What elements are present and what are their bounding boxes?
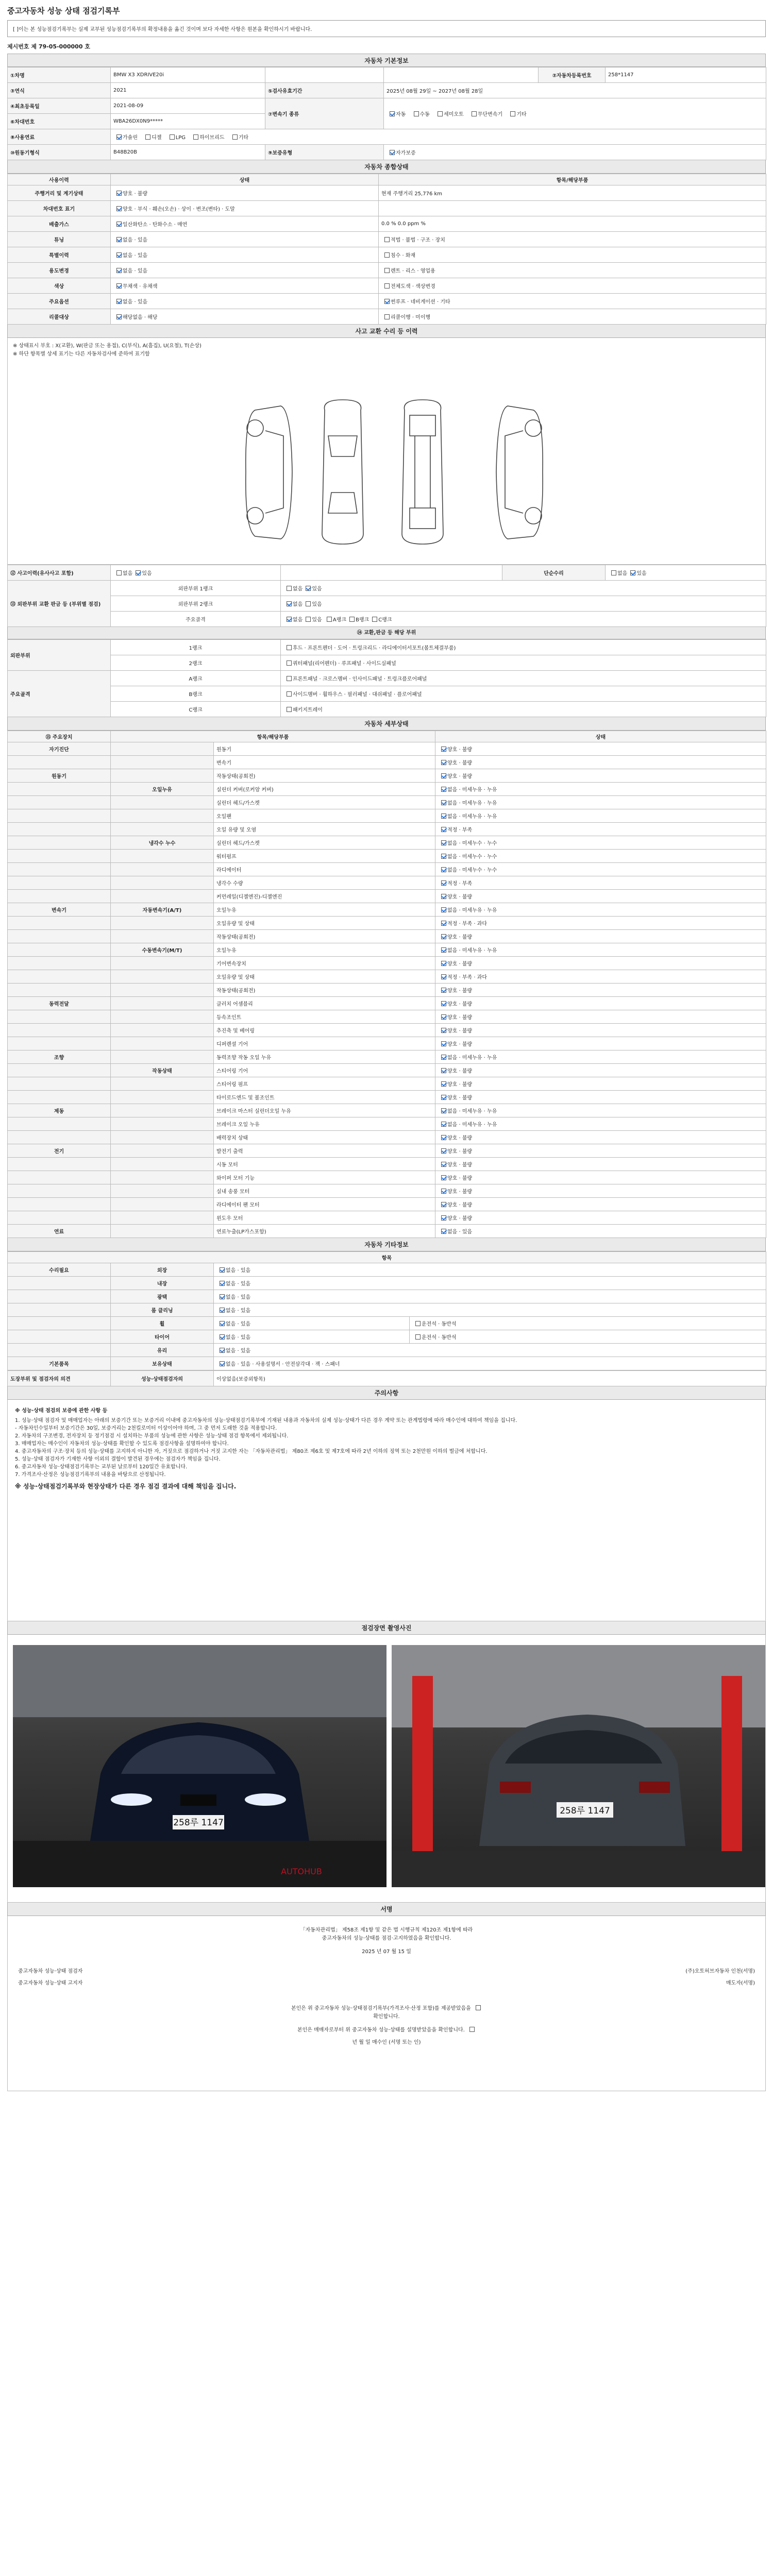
state-options[interactable]: 없음 · 있음 — [111, 263, 379, 278]
detail-row: 실내 송풍 모터 양호 · 불량 — [8, 1184, 766, 1198]
checkbox-icon[interactable] — [441, 1135, 446, 1140]
state-options[interactable]: 양호 · 불량 — [435, 1037, 766, 1050]
other-row: 광택 없음 · 있음 — [8, 1290, 766, 1303]
state-options[interactable]: 없음 · 미세누수 · 누수 — [435, 850, 766, 863]
state-options[interactable]: 양호 · 불량 — [111, 185, 379, 201]
checkbox-icon[interactable] — [441, 1202, 446, 1207]
state-options[interactable]: 없음 · 있음 — [214, 1317, 410, 1330]
damage-diagram: ※ 상태표시 부호 : X(교환), W(판금 또는 용접), C(부식), A(흠집), U(요철), T(손상) ※ 하단 항목별 상세 표기는 다른 자동차검사에 준하여 표기함 — [7, 338, 766, 565]
checkbox-icon[interactable] — [441, 1162, 446, 1167]
state-options[interactable]: 양호 · 불량 — [435, 1158, 766, 1171]
car-name: BMW X3 XDRIVE20i — [111, 67, 265, 83]
checkbox-icon[interactable] — [441, 760, 446, 765]
detail-row: 수동변속기(M/T) 오일누유 없음 · 미세누유 · 누유 — [8, 943, 766, 957]
detail-row: 시동 모터 양호 · 불량 — [8, 1158, 766, 1171]
state-options[interactable]: 적정 · 부족 · 과다 — [435, 917, 766, 930]
seller-signature[interactable]: 매도자(서명) — [726, 1980, 755, 1986]
detail-row: 작동상태 스티어링 기어 양호 · 불량 — [8, 1064, 766, 1077]
detail-row: 자기진단 원동기 양호 · 불량 — [8, 742, 766, 756]
state-options[interactable]: 없음 · 있음 — [214, 1277, 766, 1290]
checkbox-icon[interactable] — [441, 867, 446, 872]
other-row: 룸 클리닝 없음 · 있음 — [8, 1303, 766, 1317]
checkbox-icon[interactable] — [441, 894, 446, 899]
other-row: 유리 없음 · 있음 — [8, 1344, 766, 1357]
exchange-subhead: ⑭ 교환,판금 등 해당 부위 — [7, 627, 766, 639]
checkbox-icon[interactable] — [441, 934, 446, 939]
checkbox-icon[interactable] — [441, 840, 446, 845]
checkbox-icon[interactable] — [441, 1068, 446, 1073]
notes-box: ※ 성능·상태 점검의 보증에 관한 사항 등 1. 성능·상태 점검자 및 매매업자는 아래의 보증기간 또는 보증거리 이내에 중고자동차의 성능·상태점검기록부에 기재된 내용과 자동차의 실제 성능·상태가 다른 경우 계약 또는 관계법령에 따라 매수인에 대하여 책임을 집니다. - 자동차인수일부터 보증기간은 30일, 보증거리는 2천킬로미터 이상이어야 하며, 그 중 먼저 도래한 것을 적용합니다. 2. 자동차의 구조변경, 전자장치 등 정기점검 시 설치하는 부품의 성능에 관한 사항은 성능·상태 점검 항목에서 제외됩니다. 3. 매매업자는 매수인이 자동차의 성능·상태를 확인할 수 있도록 점검사항을 설명하여야 합니다. 4. 중고자동차의 구조·장치 등의 성능·상태를 고지하지 아니한 자, 거짓으로 점검하거나 거짓 고지한 자는 「자동차관리법」 제80조 제6호 및 제7호에 따라 2년 이하의 징역 또는 2천만원 이하의 벌금에 처합니다. 5. 성능·상태 점검자가 기재한 사항 이외의 결함이 발견된 경우에는 점검자가 책임을 집니다. 6. 중고자동차 성능·상태점검기록부는 교부된 날로부터 120일간 유효합니다. 7. 가격조사·산정은 성능점검기록부의 내용을 바탕으로 산정됩니다. ※ 성능·상태점검기록부와 현장상태가 다른 경우 점검 결과에 대해 책임을 집니다. — [7, 1400, 766, 1621]
checkbox-icon[interactable] — [441, 1055, 446, 1060]
detail-row: 원동기 작동상태(공회전) 양호 · 불량 — [8, 769, 766, 783]
section-notes: 주의사항 — [7, 1386, 766, 1400]
checkbox-icon[interactable] — [414, 111, 419, 116]
detail-row: 작동상태(공회전) 양호 · 불량 — [8, 930, 766, 943]
doc-number: 제시번호 제 79-05-000000 호 — [7, 43, 90, 50]
detail-row: 변속기 양호 · 불량 — [8, 756, 766, 769]
state-options[interactable]: 없음 · 있음 — [111, 247, 379, 263]
detail-row: 라디에이터 팬 모터 양호 · 불량 — [8, 1198, 766, 1211]
reg-number: 258*1147 — [606, 67, 766, 83]
detail-row: 디퍼렌셜 기어 양호 · 불량 — [8, 1037, 766, 1050]
checkbox-icon[interactable] — [441, 974, 446, 979]
state-options[interactable]: 양호 · 불량 — [435, 1211, 766, 1225]
section-sign: 서명 — [7, 1903, 766, 1916]
checkbox-icon[interactable] — [510, 111, 515, 116]
state-options[interactable]: 양호 · 불량 — [435, 1198, 766, 1211]
state-options[interactable]: 없음 · 미세누유 · 누유 — [435, 943, 766, 957]
detail-row: 오일유량 및 상태 적정 · 부족 · 과다 — [8, 970, 766, 984]
state-options[interactable]: 없음 · 미세누유 · 누유 — [435, 1104, 766, 1117]
state-options[interactable]: 없음 · 있음 · 사용설명서 · 안전삼각대 · 잭 · 스패너 — [214, 1357, 766, 1370]
detail-row: 기어변속장치 양호 · 불량 — [8, 957, 766, 970]
state-options[interactable]: 양호 · 불량 — [435, 742, 766, 756]
other-row: 수리필요 외장 없음 · 있음 — [8, 1263, 766, 1277]
checkbox-icon[interactable] — [441, 773, 446, 778]
checkbox-icon[interactable] — [441, 1095, 446, 1100]
sign-box: 「자동차관리법」 제58조 제1항 및 같은 법 시행규칙 제120조 제1항에 따라 중고자동차의 성능·상태를 점검·고지하였음을 확인합니다. 2025 년 07 월 15 일 중고자동차 성능·상태 점검자 (주)오토허브자동차 인천(서명) 중고자동차 성능·상태 고지자 매도자(서명) 본인은 위 중고자동차 성능·상태점검기록부(가격조사·산정 포함)를 제공받았음을 확인합니다. 본인은 매매자로부터 위 중고자동차 성능·상태를 설명받았음을 확인합니다. 년 월 일 매수인 (서명 또는 인) — [7, 1916, 766, 2091]
state-options[interactable]: 없음 · 미세누유 · 누유 — [435, 796, 766, 809]
detail-row: 오일 유량 및 오염 적정 · 부족 — [8, 823, 766, 836]
section-other: 자동차 기타정보 — [7, 1238, 766, 1251]
checkbox-icon[interactable] — [441, 921, 446, 926]
checkbox-icon[interactable] — [170, 134, 175, 140]
checkbox-icon[interactable] — [441, 814, 446, 819]
detail-row: 추진축 및 베어링 양호 · 불량 — [8, 1024, 766, 1037]
state-options[interactable]: 양호 · 불량 — [435, 1131, 766, 1144]
detail-row: 라디에이터 없음 · 미세누수 · 누수 — [8, 863, 766, 876]
detail-row: 실린더 헤드/가스켓 없음 · 미세누유 · 누유 — [8, 796, 766, 809]
exchange-table: 외판부위 1랭크 후드 · 프론트펜더 · 도어 · 트렁크리드 · 라디에이터서포트(볼트체결부품) 2랭크 쿼터패널(리어펜더) · 루프패널 · 사이드실패널 주요골격 A랭크 프론트패널 · 크로스멤버 · 인사이드패널 · 트렁크플로어패널 B랭크 사이드멤버 · 휠하우스 · 필러패널 · 대쉬패널 · 플로어패널 C랭크 패키지트레이 — [7, 639, 766, 717]
fuel-options: 가솔린 디젤 LPG 하이브리드 기타 — [111, 129, 766, 145]
state-options[interactable]: 적정 · 부족 · 과다 — [435, 970, 766, 984]
checkbox-icon[interactable] — [193, 134, 198, 140]
detail-row: 오일누유 실린더 커버(로커암 커버) 없음 · 미세누유 · 누유 — [8, 783, 766, 796]
state-options[interactable]: 적정 · 부족 — [435, 876, 766, 890]
detail-row: 등속조인트 양호 · 불량 — [8, 1010, 766, 1024]
state-options[interactable]: 없음 · 있음 — [435, 1225, 766, 1238]
checkbox-icon[interactable] — [145, 134, 150, 140]
state-options[interactable]: 없음 · 미세누수 · 누수 — [435, 863, 766, 876]
state-options[interactable]: 적정 · 부족 — [435, 823, 766, 836]
state-options[interactable]: 없음 · 미세누유 · 누유 — [435, 809, 766, 823]
checkbox-icon[interactable] — [441, 1041, 446, 1046]
detail-row: 냉각수 수량 적정 · 부족 — [8, 876, 766, 890]
checkbox-icon[interactable] — [472, 111, 477, 116]
state-options[interactable]: 일산화탄소 · 탄화수소 · 매연 — [111, 216, 379, 232]
svg-text:258루 1147: 258루 1147 — [560, 1806, 610, 1816]
state-options[interactable]: 없음 · 있음 — [214, 1344, 766, 1357]
checkbox-icon[interactable] — [441, 1014, 446, 1020]
state-options[interactable]: 양호 · 불량 — [435, 1144, 766, 1158]
state-options[interactable]: 양호 · 불량 — [435, 1024, 766, 1037]
detail-row: 냉각수 누수 실린더 헤드/가스켓 없음 · 미세누수 · 누수 — [8, 836, 766, 850]
detail-row: 제동 브레이크 마스터 실린더오일 누유 없음 · 미세누유 · 누유 — [8, 1104, 766, 1117]
checkbox-icon[interactable] — [441, 880, 446, 886]
other-row: 내장 없음 · 있음 — [8, 1277, 766, 1290]
checkbox-icon[interactable] — [441, 1122, 446, 1127]
checkbox-icon[interactable] — [438, 111, 443, 116]
svg-text:258루 1147: 258루 1147 — [173, 1818, 224, 1828]
state-options[interactable]: 양호 · 불량 — [435, 1171, 766, 1184]
checkbox-icon[interactable] — [441, 1175, 446, 1180]
detail-row: 연료 연료누출(LP가스포함) 없음 · 있음 — [8, 1225, 766, 1238]
detail-row: 타이로드엔드 및 볼조인트 양호 · 불량 — [8, 1091, 766, 1104]
detail-row: 와이퍼 모터 기능 양호 · 불량 — [8, 1171, 766, 1184]
state-options[interactable]: 양호 · 부식 · 훼손(오손) · 상이 · 변조(변타) · 도말 — [111, 201, 379, 216]
state-options[interactable]: 없음 · 있음 — [111, 232, 379, 247]
state-options[interactable]: 없음 · 있음 — [111, 294, 379, 309]
state-options[interactable]: 없음 · 미세누수 · 누수 — [435, 836, 766, 850]
state-options[interactable]: 없음 · 있음 — [214, 1263, 766, 1277]
detail-row: 오일유량 및 상태 적정 · 부족 · 과다 — [8, 917, 766, 930]
checkbox-icon[interactable] — [441, 1001, 446, 1006]
detail-row: 워터펌프 없음 · 미세누수 · 누수 — [8, 850, 766, 863]
checkbox-icon[interactable] — [441, 827, 446, 832]
doc-title: 중고자동차 성능 상태 점검기록부 — [7, 6, 120, 15]
section-damage: 사고 교환 수리 등 이력 — [7, 325, 766, 338]
state-options[interactable]: 양호 · 불량 — [435, 997, 766, 1010]
checkbox-icon[interactable] — [441, 800, 446, 805]
state-options[interactable]: 양호 · 불량 — [435, 1064, 766, 1077]
detail-row: 커먼레일(디젤엔진)-디젤엔진 양호 · 불량 — [8, 890, 766, 903]
checkbox-icon[interactable] — [441, 1148, 446, 1154]
checkbox-icon[interactable] — [116, 134, 122, 140]
state-options[interactable]: 해당없음 · 해당 — [111, 309, 379, 325]
checkbox-icon[interactable] — [441, 1108, 446, 1113]
checkbox-icon[interactable] — [441, 1189, 446, 1194]
detail-row: 작동상태(공회전) 양호 · 불량 — [8, 984, 766, 997]
detail-row: 배력장치 상태 양호 · 불량 — [8, 1131, 766, 1144]
car-diagram-icon — [234, 395, 554, 549]
other-table: 항목 수리필요 외장 없음 · 있음 내장 없음 · 있음 광택 없음 · 있음 룸 클리닝 없음 · 있음 휠 없음 · 있음 운전석 · 동반석 타이어 없음 · 있음 운전석 · 동반석 유리 없음 · 있음 기본품목 보유상태 없음 · 있음 · 사용설명서 · 안전삼각대 · 잭 · 스패너 — [7, 1251, 766, 1370]
state-options[interactable]: 없음 · 미세누유 · 누유 — [435, 1117, 766, 1131]
detail-table: ⑮ 주요장치 항목/해당부품 상태 자기진단 원동기 양호 · 불량 변속기 양호 · 불량 원동기 작동상태(공회전) 양호 · 불량 오일누유 실린더 커버(로커암 커버) 없음 · 미세누유 · 누유 실린더 헤드/가스켓 없음 · 미세누유 · 누유 오일팬 없음 · 미세누유 · 누유 오일 유량 및 오염 적정 · 부족 냉각수 누수 실린더 헤드/가스켓 없음 · 미세누수 · 누수 워터펌프 없음 · 미세누수 · 누수 라디에이터 없음 · 미세누수 · 누수 냉각수 수량 적정 · 부족 커먼레일(디젤엔진)-디젤엔진 양호 · 불량 변속기 자동변속기(A/T) 오일누유 없음 · 미세누유 · 누유 오일유량 및 상태 적정 · 부족 · 과다 작동상태(공회전) 양호 · 불량 수동변속기(M/T) 오일누유 없음 · 미세누유 · 누유 기어변속장치 양호 · 불량 오일유량 및 상태 적정 · 부족 · 과다 작동상태(공회전) 양호 · 불량 동력전달 클러치 어셈블리 양호 · 불량 등속조인트 양호 · 불량 추진축 및 베어링 양호 · 불량 디퍼렌셜 기어 양호 · 불량 조향 동력조향 작동 오일 누유 없음 · 미세누유 · 누유 작동상태 스티어링 기어 양호 · 불량 스티어링 펌프 양호 · 불량 타이로드엔드 및 볼조인트 양호 · 불량 제동 브레이크 마스터 실린더오일 누유 없음 · 미세누유 · 누유 브레이크 오일 누유 없음 · 미세누유 · 누유 배력장치 상태 양호 · 불량 전기 발전기 출력 양호 · 불량 시동 모터 양호 · 불량 와이퍼 모터 기능 양호 · 불량 실내 송풍 모터 양호 · 불량 라디에이터 팬 모터 양호 · 불량 윈도우 모터 양호 · 불량 연료 연료누출(LP가스포함) 없음 · 있음 — [7, 731, 766, 1238]
state-options[interactable]: 없음 · 있음 — [214, 1290, 766, 1303]
other-row: 휠 없음 · 있음 운전석 · 동반석 — [8, 1317, 766, 1330]
inspection-photo-rear — [392, 1645, 765, 1887]
detail-row: 스티어링 펌프 양호 · 불량 — [8, 1077, 766, 1091]
transmission-options: 자동 수동 세미오토 무단변속기 기타 — [384, 98, 766, 129]
checkbox-icon[interactable] — [441, 787, 446, 792]
state-options[interactable]: 양호 · 불량 — [435, 1184, 766, 1198]
opinion-table: 도장부위 및 점검자의 의견 성능·상태점검자의 이상없음(보증외항목) — [7, 1370, 766, 1386]
section-overall: 자동차 종합상태 — [7, 160, 766, 174]
checkbox-icon[interactable] — [441, 1081, 446, 1087]
detail-row: 오일팬 없음 · 미세누유 · 누유 — [8, 809, 766, 823]
checkbox-icon[interactable] — [232, 134, 238, 140]
state-options[interactable]: 양호 · 불량 — [435, 1091, 766, 1104]
state-options[interactable]: 없음 · 있음 — [214, 1330, 410, 1344]
state-options[interactable]: 없음 · 미세누유 · 누유 — [435, 783, 766, 796]
state-options[interactable]: 양호 · 불량 — [435, 756, 766, 769]
other-row: 타이어 없음 · 있음 운전석 · 동반석 — [8, 1330, 766, 1344]
checkbox-icon[interactable] — [441, 988, 446, 993]
checkbox-icon[interactable] — [441, 947, 446, 953]
state-options[interactable]: 양호 · 불량 — [435, 957, 766, 970]
inspection-photo-front — [13, 1645, 386, 1887]
detail-row: 윈도우 모터 양호 · 불량 — [8, 1211, 766, 1225]
other-row: 기본품목 보유상태 없음 · 있음 · 사용설명서 · 안전삼각대 · 잭 · 스패너 — [8, 1357, 766, 1370]
checkbox-icon[interactable] — [441, 854, 446, 859]
state-options[interactable]: 무채색 · 유채색 — [111, 278, 379, 294]
inspector-signature[interactable]: (주)오토허브자동차 인천(서명) — [685, 1969, 755, 1974]
state-options[interactable]: 양호 · 불량 — [435, 1010, 766, 1024]
section-detail: 자동차 세부상태 — [7, 717, 766, 731]
damage-table: ⑫ 사고이력(유사사고 포함) 없음 있음 단순수리 없음 있음 ⑬ 외판부위 교환 판금 등 (부위별 점검) 외판부위 1랭크 없음 있음 외판부위 2랭크 없음 있음 주요골격 없음 있음 A랭크 B랭크 C랭크 — [7, 565, 766, 627]
state-options[interactable]: 양호 · 불량 — [435, 984, 766, 997]
detail-row: 전기 발전기 출력 양호 · 불량 — [8, 1144, 766, 1158]
state-options[interactable]: 없음 · 미세누유 · 누유 — [435, 903, 766, 917]
checkbox-icon[interactable] — [441, 1215, 446, 1221]
detail-row: 동력전달 클러치 어셈블리 양호 · 불량 — [8, 997, 766, 1010]
photos-box — [7, 1635, 766, 1903]
overall-table: 사용이력 상태 항목/해당부품 주행거리 및 계기상태 양호 · 불량 현재 주행거리 25,776 km 차대번호 표기 양호 · 부식 · 훼손(오손) · 상이 · 변조(변타) · 도말 배출가스 일산화탄소 · 탄화수소 · 매연 0.0 % 0.0 ppm % 튜닝 없음 · 있음 적법 · 불법 · 구조 · 장치 특별이력 없음 · 있음 침수 · 화재 용도변경 없음 · 있음 렌트 · 리스 · 영업용 색상 무채색 · 유채색 전체도색 · 색상변경 주요옵션 없음 · 있음 썬루프 · 네비게이션 · 기타 리콜대상 해당없음 · 해당 리콜이행 · 미이행 — [7, 174, 766, 325]
svg-text:AUTOHUB: AUTOHUB — [281, 1867, 322, 1876]
state-options[interactable]: 양호 · 불량 — [435, 890, 766, 903]
detail-row: 조향 동력조향 작동 오일 누유 없음 · 미세누유 · 누유 — [8, 1050, 766, 1064]
section-photos: 점검장면 촬영사진 — [7, 1621, 766, 1635]
state-options[interactable]: 없음 · 있음 — [214, 1303, 766, 1317]
notice-box: [ ]이는 본 성능점검기록부는 실제 교부된 성능점검기록부의 확정내용을 옮긴 것이며 보다 자세한 사항은 원본을 확인하시기 바랍니다. — [7, 20, 766, 37]
state-options[interactable]: 양호 · 불량 — [435, 930, 766, 943]
basic-table: ①차명 BMW X3 XDRIVE20i ②자동차등록번호 258*1147 ③연식 2021 ⑤검사유효기간 2025년 08월 29일 ~ 2027년 08월 28일 ④최초등록일 2021-08-09 ⑦변속기 종류 자동 수동 세미오토 무단변속기 기타 ⑥차대번호 WBA26DX0N9***** ⑧사용연료 가솔린 디젤 LPG 하이브리드 기타 ⑩원동기형식 B48B20B ⑨보증유형 자가보증 — [7, 67, 766, 160]
section-basic: 자동차 기본정보 — [7, 54, 766, 67]
checkbox-icon[interactable] — [441, 747, 446, 752]
detail-row: 변속기 자동변속기(A/T) 오일누유 없음 · 미세누유 · 누유 — [8, 903, 766, 917]
checkbox-icon[interactable] — [390, 150, 395, 155]
state-options[interactable]: 양호 · 불량 — [435, 1077, 766, 1091]
checkbox-icon[interactable] — [441, 907, 446, 912]
detail-row: 브레이크 오일 누유 없음 · 미세누유 · 누유 — [8, 1117, 766, 1131]
checkbox-icon[interactable] — [441, 961, 446, 966]
checkbox-icon[interactable] — [441, 1229, 446, 1234]
buyer-signature[interactable]: 년 월 일 매수인 (서명 또는 인) — [352, 2040, 421, 2045]
checkbox-icon[interactable] — [390, 111, 395, 116]
state-options[interactable]: 양호 · 불량 — [435, 769, 766, 783]
checkbox-icon[interactable] — [441, 1028, 446, 1033]
state-options[interactable]: 없음 · 미세누유 · 누유 — [435, 1050, 766, 1064]
